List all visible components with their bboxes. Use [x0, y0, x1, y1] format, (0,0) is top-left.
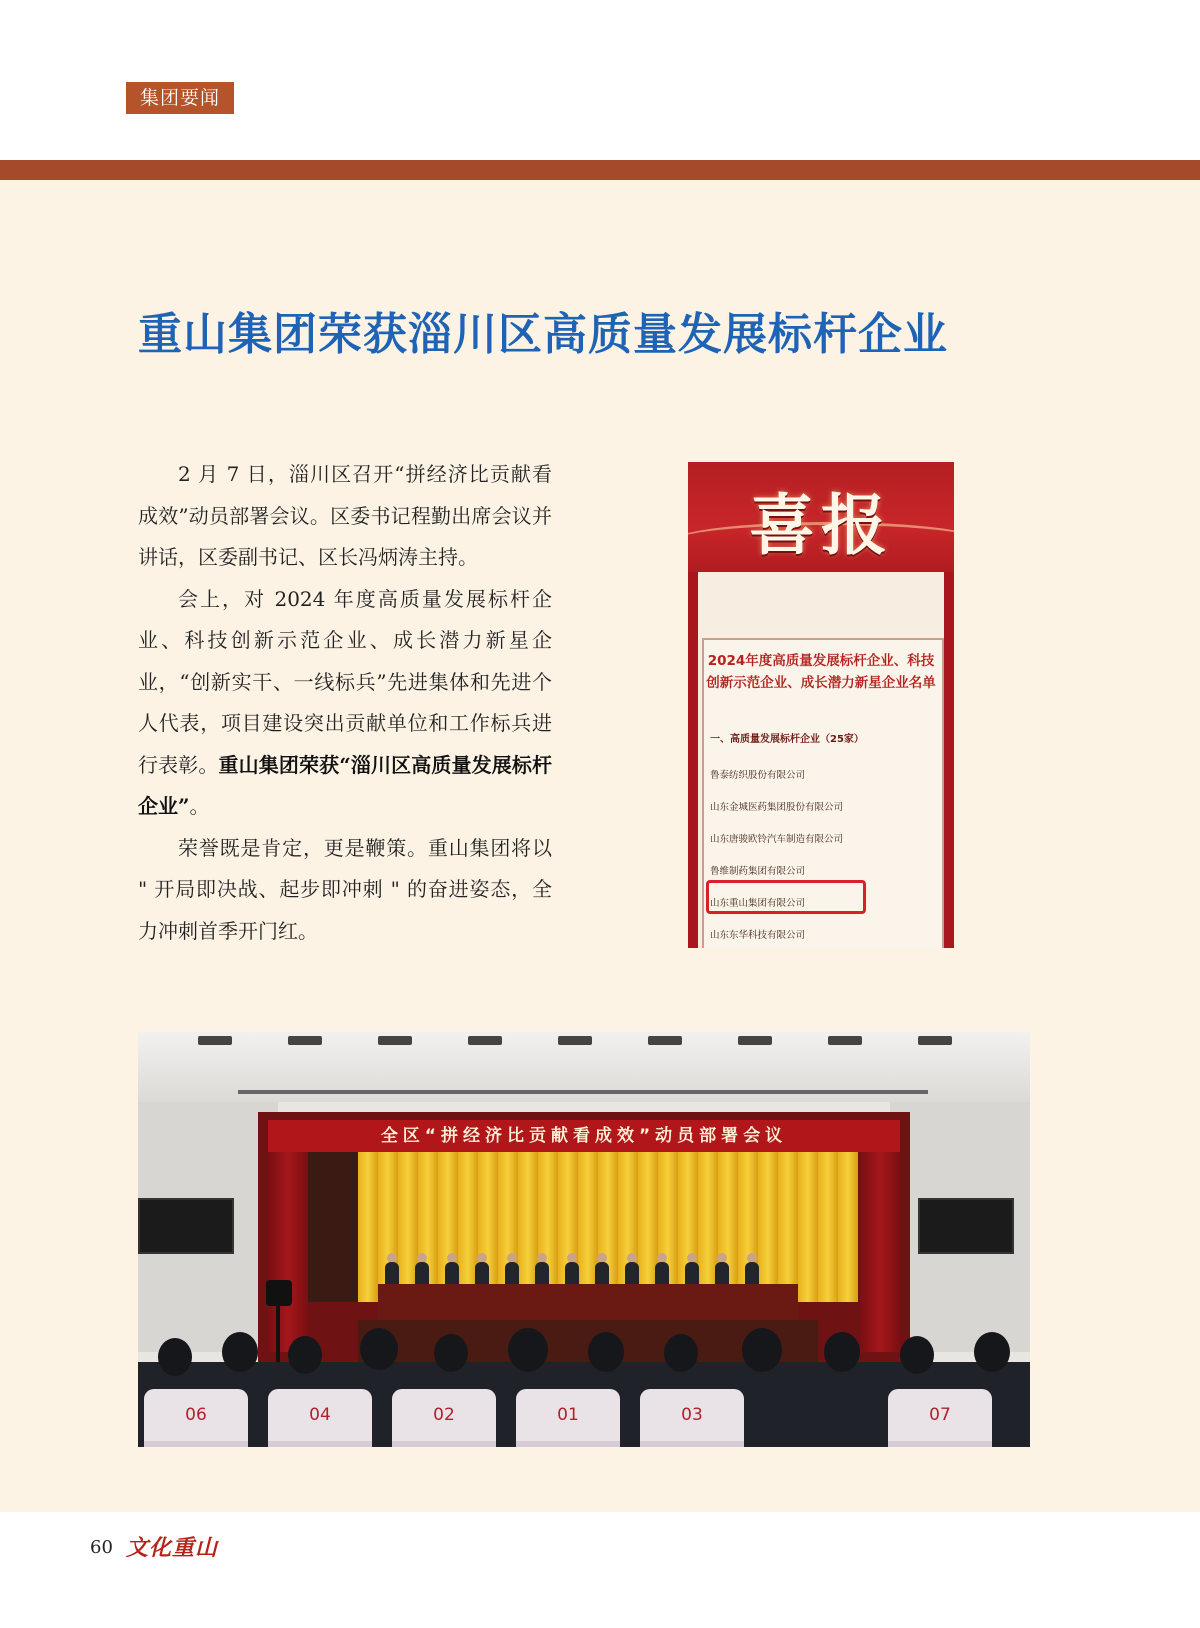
poster-category: 一、高质量发展标杆企业（25家） [710, 734, 864, 745]
article-title: 重山集团荣获淄川区高质量发展标杆企业 [138, 309, 948, 360]
official [415, 1262, 429, 1284]
official [655, 1262, 669, 1284]
official [625, 1262, 639, 1284]
ceiling-light [558, 1036, 592, 1045]
podium-table [378, 1284, 798, 1320]
article-body [138, 454, 552, 952]
ceiling-light [738, 1036, 772, 1045]
audience-member [588, 1332, 624, 1372]
audience-member [824, 1332, 860, 1372]
audience-member [434, 1334, 468, 1372]
ceiling-light [288, 1036, 322, 1045]
screen-left [138, 1198, 234, 1254]
seat-number: 01 [516, 1389, 620, 1447]
paragraph-2-end: 。 [189, 794, 210, 818]
official [475, 1262, 489, 1284]
paragraph-1: 2 月 7 日，淄川区召开“拼经济比贡献看成效”动员部署会议。区委书记程勤出席会议并讲话，区委副书记、区长冯炳涛主持。 [138, 462, 552, 569]
ceiling-light [828, 1036, 862, 1045]
side-curtain-right [860, 1152, 900, 1352]
audience-member [158, 1338, 192, 1376]
official [385, 1262, 399, 1284]
side-curtain-left [268, 1152, 308, 1352]
section-tag: 集团要闻 [126, 82, 234, 114]
ceiling-light [378, 1036, 412, 1045]
camera-tripod [276, 1302, 280, 1362]
poster-heading: 2024年度高质量发展标杆企业、科技创新示范企业、成长潜力新星企业名单 [706, 653, 936, 691]
official [685, 1262, 699, 1284]
publication-logo: 文化重山 [126, 1535, 219, 1561]
header-band [0, 160, 1200, 180]
list-item: 山东金城医药集团股份有限公司 [710, 802, 844, 813]
list-item: 鲁维制药集团有限公司 [710, 866, 806, 877]
company-list [710, 760, 938, 948]
announcement-image [688, 462, 954, 948]
page-number: 60 [90, 1537, 113, 1558]
list-item: 山东唐骏欧铃汽车制造有限公司 [710, 834, 844, 845]
paragraph-3: 荣誉既是肯定，更是鞭策。重山集团将以 " 开局即决战、起步即冲刺 " 的奋进姿态，全力冲刺首季开门红。 [138, 835, 552, 943]
list-item-highlighted: 山东重山集团有限公司 [710, 898, 806, 909]
audience-member [360, 1328, 398, 1370]
official [715, 1262, 729, 1284]
seat-number: 04 [268, 1389, 372, 1447]
list-item: 山东东华科技有限公司 [710, 930, 806, 941]
audience-member [742, 1328, 782, 1372]
official [565, 1262, 579, 1284]
seat-number: 07 [888, 1389, 992, 1447]
poster-title: 喜报 [749, 486, 893, 564]
seat-number: 03 [640, 1389, 744, 1447]
ceiling-light [198, 1036, 232, 1045]
paragraph-2 [138, 579, 552, 828]
meeting-photo [138, 1032, 1030, 1447]
official [745, 1262, 759, 1284]
audience-member [288, 1336, 322, 1374]
audience-member [508, 1328, 548, 1372]
official [595, 1262, 609, 1284]
ceiling-light [918, 1036, 952, 1045]
paragraph-2-text: 会上，对 2024 年度高质量发展标杆企业、科技创新示范企业、成长潜力新星企业，“创新实干、一线标兵”先进集体和先进个人代表，项目建设突出贡献单位和工作标兵进行表彰。 [138, 586, 552, 777]
highlight-box [706, 880, 866, 914]
official [535, 1262, 549, 1284]
seat-number: 02 [392, 1389, 496, 1447]
audience-member [974, 1332, 1010, 1372]
audience-member [900, 1336, 934, 1374]
ceiling-light [468, 1036, 502, 1045]
screen-right [918, 1198, 1014, 1254]
stage-banner: 全区“拼经济比贡献看成效”动员部署会议 [268, 1120, 900, 1152]
stage-shadow [308, 1152, 358, 1302]
audience-member [222, 1332, 258, 1372]
ceiling-light [648, 1036, 682, 1045]
official [445, 1262, 459, 1284]
official [505, 1262, 519, 1284]
seat-number: 06 [144, 1389, 248, 1447]
audience-member [664, 1334, 698, 1372]
light-beam [238, 1090, 928, 1094]
list-item: 鲁泰纺织股份有限公司 [710, 770, 806, 781]
paragraph-2-highlight: 重山集团荣获“淄川区高质量发展标杆企业” [138, 752, 552, 818]
